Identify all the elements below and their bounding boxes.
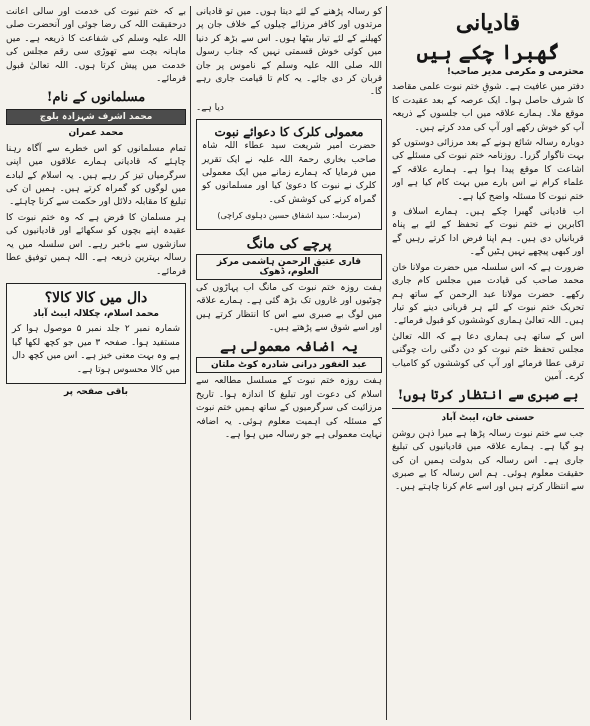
article-box-dal (6, 283, 186, 384)
page-subtitle: گھبرا چکے ہیں (416, 40, 560, 64)
title-block (392, 8, 584, 66)
article-box-clerk (196, 119, 382, 229)
greeting: محترمی و مکرمی مدیر صاحب! (446, 67, 584, 77)
signature: حسنی خان، ایبٹ آباد (441, 413, 535, 424)
paragraph: جب سے ختم نبوت رسالہ پڑھا ہے میرا ذہن روشن ہو گیا ہے۔ ہمارے علاقہ میں قادیانیوں کی تبلیغ جاری ہے۔ اس رسالہ کی بدولت ہمیں ان کی حقیقت معلوم ہوئی۔ ہم اس رسالہ کا بے صبری سے انتظار کرتے ہیں اور اسے عام کرنا چاہتے ہیں۔ (392, 428, 584, 493)
box-text: شمارہ نمبر ۲ جلد نمبر ۵ موصول ہوا کر مستفید ہوا۔ صفحہ ۳ میں جو کچھ لکھا گیا ہے وہ بہت معنی خیز ہے۔ اس میں کچھ دال میں کالا محسوس ہوتا ہے۔ (12, 324, 181, 375)
article-text: ہفت روزہ ختم نبوت کی مانگ اب پہاڑوں کی چوٹیوں اور غاروں تک بڑھ گئی ہے۔ ہمارے علاقہ میں لوگ بے صبری سے اس کا انتظار کرتے ہیں اور اسے شوق سے پڑھتے ہیں۔ (196, 282, 382, 333)
author-tag: محمد اشرف شہزادہ بلوچ (6, 109, 186, 125)
paragraph: کو رسالہ پڑھنے کے لئے دیتا ہوں۔ میں تو قادیانی مرتدوں اور کافر مرزائے چیلوں کے خلاف جان پر کھیلنے کے لئے تیار بیٹھا ہوں۔ اس سے بڑھ کر دنیا میں کوئی خوش قسمتی نہیں کہ جناب رسول اللہ صلی اللہ علیہ وسلم کے ناموس پر جان قربان کر دی جائے۔ یہ کام تا قیامت جاری رہے گا۔ (196, 7, 382, 98)
closing-line: بے صبری سے انتظار کرتا ہوں! (397, 388, 579, 404)
paragraph: ہر مسلمان کا فرض ہے کہ وہ ختم نبوت کا عقیدہ اپنے بچوں کو سکھائے اور قادیانیوں کی سازشوں سے باخبر رہے۔ اس سلسلہ میں یہ رسالہ بہترین ذریعہ ہے۔ اللہ ہمیں توفیق عطا فرمائے۔ (6, 212, 186, 277)
column-left (6, 6, 186, 720)
author-name: محمد عمران (68, 128, 124, 139)
page-title: قادیانی (455, 10, 521, 36)
box-text: حضرت امیر شریعت سید عطاء اللہ شاہ صاحب بخاری رحمۃ اللہ علیہ نے ایک تقریر میں فرمایا کہ ہمارے زمانے میں ایک معمولی کلرک نے نبوت کا دعویٰ کیا اور مسلمانوں کو گمراہ کرنے کی کوشش کی۔ (202, 141, 376, 205)
sign-off: دیا ہے۔ (196, 102, 224, 113)
article-byline: قاری عتیق الرحمن ہاشمی مرکز العلوم، ڈھوک (196, 254, 382, 280)
article-text: ہفت روزہ ختم نبوت کے مسلسل مطالعہ سے اسلام کی دعوت اور تبلیغ کا اندازہ ہوا۔ تاریخ مرزائیت کی سرگرمیوں کے ساتھ ہمیں ختم نبوت کے مسئلہ کی اہمیت معلوم ہوئی۔ یہ اضافہ نہایت معمولی ہے جو رسالہ میں ہوا ہے۔ (196, 376, 382, 440)
article-title: پرچے کی مانگ (246, 235, 332, 252)
paragraph: اب قادیانی گھبرا چکے ہیں۔ ہمارے اسلاف و اکابرین نے ختم نبوت کے تحفظ کے لئے بے پناہ قربانیاں دی ہیں۔ ہم اپنا فرض ادا کرتے رہیں گے اور کبھی پیچھے نہیں ہٹیں گے۔ (392, 207, 584, 258)
box-sender: (مرسلہ: سید اشفاق حسین دہلوی کراچی) (217, 211, 361, 221)
paragraph: تمام مسلمانوں کو اس خطرے سے آگاہ رہنا چاہئے کہ قادیانی ہمارے علاقوں میں اپنی سرگرمیاں تیز کر رہے ہیں۔ یہ اسلام کے لبادے میں لوگوں کو گمراہ کرتے ہیں۔ ہمیں ان کی تبلیغ کا مقابلہ دلائل اور حکمت سے کرنا چاہئے۔ (6, 143, 186, 208)
box-title: دال میں کالا کالا؟ (44, 289, 148, 306)
box-title: معمولی کلرک کا دعوائے نبوت (214, 125, 364, 140)
paragraph: دوبارہ رسالہ شائع ہونے کے بعد مرزائی دوستوں کو بہت ناگوار گزرا۔ روزنامہ ختم نبوت کی مسئلے کی اشاعت کا موقع پیدا ہوا ہے۔ ہمارے علاقہ کے علماء کرام نے اس بارے میں بہت کام کیا ہے اور ختم نبوت کا مسئلہ واضح کیا ہے۔ (392, 138, 584, 202)
paragraph: اس کے ساتھ ہی ہماری دعا ہے کہ اللہ تعالیٰ مجلس تحفظ ختم نبوت کو دن دگنی رات چوگنی ترقی عطا فرمائے اور آپ کی کوششوں کو کامیاب کرے۔ آمین (392, 331, 584, 382)
paragraph: ضرورت ہے کہ اس سلسلہ میں حضرت مولانا خان محمد صاحب کی قیادت میں مجلس کام جاری رکھے۔ حضرت مولانا عبد الرحمن کے ساتھ ہم تحریک ختم نبوت کے لئے ہر قربانی دینے کو تیار ہیں۔ اللہ تعالیٰ ہماری کوششوں کو قبول فرمائے۔ (392, 262, 584, 327)
divider (392, 408, 584, 409)
section-heading: مسلمانوں کے نام! (46, 90, 146, 106)
article-byline: عبد الغفور درانی شادرہ کوٹ ملتان (196, 357, 382, 373)
column-rule-left (190, 6, 191, 720)
column-middle (196, 6, 382, 720)
paragraph: دفتر میں عافیت ہے۔ شوقِ ختم نبوت علمی مقاصد کا شرف حاصل ہوا۔ ایک عرصہ کے بعد عقیدت کا موقع ملا۔ ہمارے علاقہ میں اب جلسوں کے ذریعہ آپ کو خوش رکھے اور آپ کی مدد کرتے ہیں۔ (392, 82, 584, 133)
continued-note: باقی صفحہ پر (64, 386, 128, 397)
paragraph: بے کہ ختم نبوت کی خدمت اور سالی اعانت درحقیقت اللہ کی رضا جوئی اور آنحضرت صلی اللہ علیہ وسلم کی شفاعت کا ذریعہ ہے۔ میں ماہانہ بچت سے تھوڑی سی رقم مجلس کی خدمت میں پیش کرتا ہوں۔ اللہ تعالیٰ قبول فرمائے۔ (6, 7, 186, 85)
column-rule-right (386, 6, 387, 720)
box-sender: محمد اسلام، چکلالہ ایبٹ آباد (33, 308, 159, 319)
article-title: یہ اضافہ معمولی ہے (220, 339, 358, 356)
column-right (392, 6, 584, 720)
